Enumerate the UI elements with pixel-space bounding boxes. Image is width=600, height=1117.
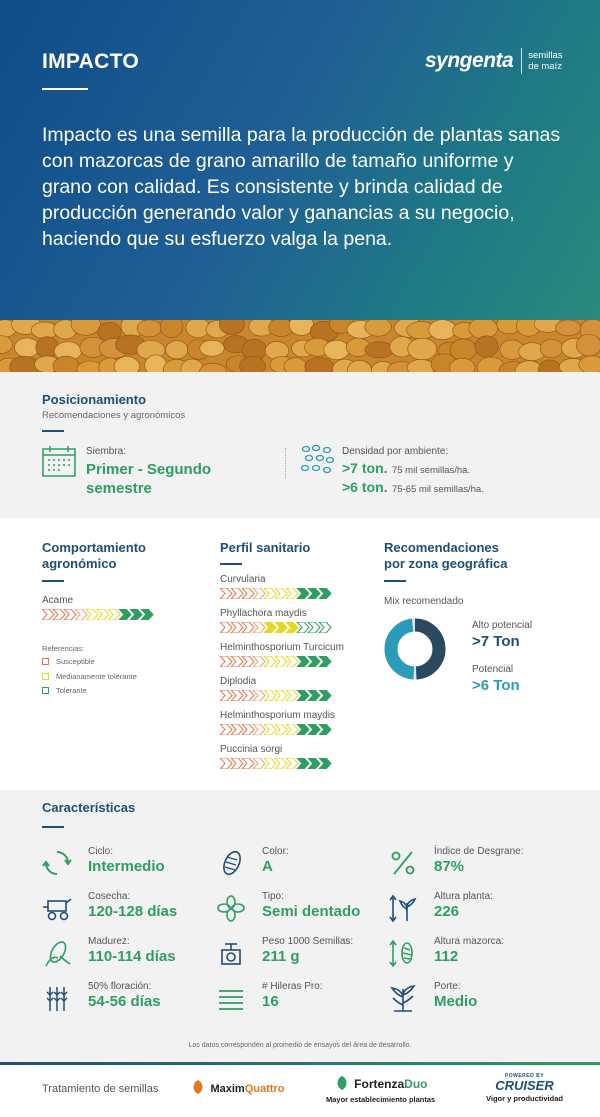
footer: [0, 1065, 600, 1117]
characteristic-item: [388, 936, 558, 976]
rating-chevron: [264, 758, 276, 769]
characteristic-value: 112: [434, 948, 459, 965]
ref-susceptible: [42, 657, 95, 666]
rating-chevron: [319, 622, 331, 633]
susceptible-swatch: [42, 658, 49, 665]
rating-chevron: [319, 588, 331, 599]
title-underline: [42, 88, 88, 90]
rating-chevron: [319, 690, 331, 701]
alto-potencial-label: Alto potencial: [472, 620, 533, 631]
corn-kernel: [538, 360, 561, 372]
rating-chevron: [319, 724, 331, 735]
corn-color-icon: [216, 848, 246, 878]
syngenta-logo: [425, 46, 563, 76]
rating-chevron: [264, 588, 276, 599]
rating-chevron: [308, 690, 320, 701]
corn-kernel: [408, 338, 437, 360]
cruiser-powered-by: POWERED BY: [504, 1073, 545, 1079]
recomendaciones-title: [384, 540, 508, 572]
rating-chevron: [220, 656, 232, 667]
ref-medianamente-label: Medianamente tolerante: [56, 672, 137, 681]
referencias-title: Referencias:: [42, 644, 85, 653]
characteristic-label: 50% floración:: [88, 981, 152, 992]
characteristic-value: 110-114 días: [88, 948, 176, 965]
rating-chevron: [64, 609, 76, 620]
divider: [285, 448, 286, 478]
rating-chevron: [119, 609, 131, 620]
maxim-text: Maxim: [210, 1083, 245, 1095]
characteristic-value: 226: [434, 903, 460, 920]
caracteristicas-section: [0, 790, 600, 1062]
perfil-item-label: Phyllachora maydis: [220, 608, 307, 619]
characteristic-value: A: [262, 858, 273, 875]
cruiser-logo: [486, 1073, 563, 1103]
tratamiento-label: Tratamiento de semillas: [42, 1083, 159, 1095]
rating-chevron: [141, 609, 153, 620]
alto-potencial-value: >7 Ton: [472, 633, 520, 650]
densidad-label: Densidad por ambiente:: [342, 446, 449, 457]
corn-kernel: [429, 320, 457, 340]
rating-chevron: [242, 622, 254, 633]
perfil-item-label: Helminthosporium maydis: [220, 710, 336, 721]
potencial-label: Potencial: [472, 664, 514, 675]
perfil-item-label: Puccinia sorgi: [220, 744, 283, 755]
characteristic-label: Altura planta:: [434, 891, 493, 902]
characteristic-label: # Hileras Pro:: [262, 981, 323, 992]
rating-chevron: [53, 609, 65, 620]
mix-donut-chart: [382, 616, 448, 682]
donut-alto-slice: [415, 625, 439, 673]
characteristic-item: [42, 891, 212, 931]
perfil-item-rating: [220, 656, 340, 667]
characteristic-label: Altura mazorca:: [434, 936, 505, 947]
rating-chevron: [253, 690, 265, 701]
siembra-label: Siembra:: [86, 446, 127, 457]
densidad-row-2: [342, 479, 484, 497]
characteristic-value: Semi dentado: [262, 903, 361, 920]
scale-icon: [216, 938, 246, 968]
siembra-value-line-1: Primer - Segundo: [86, 461, 212, 478]
perfil-item-rating: [220, 622, 340, 633]
corn-kernel: [289, 320, 313, 335]
brand-tag-line-1: semillas: [528, 50, 563, 61]
rating-chevron: [275, 690, 287, 701]
rating-chevron: [275, 622, 287, 633]
rating-chevron: [308, 758, 320, 769]
cruiser-text: CRUISER: [495, 1078, 554, 1093]
rating-chevron: [253, 656, 265, 667]
ear-height-icon: [388, 938, 418, 968]
section-underline: [42, 580, 64, 582]
rating-chevron: [286, 690, 298, 701]
fortenza-duo-logo: [326, 1075, 435, 1104]
characteristic-value: 54-56 días: [88, 993, 161, 1010]
rating-chevron: [253, 588, 265, 599]
rating-chevron: [275, 588, 287, 599]
posicionamiento-title: Posicionamiento: [42, 392, 147, 407]
rating-chevron: [231, 588, 243, 599]
rating-chevron: [242, 690, 254, 701]
brand-tagline: [528, 50, 562, 72]
characteristic-item: [388, 846, 558, 886]
characteristic-label: Cosecha:: [88, 891, 131, 902]
siembra-value-line-2: semestre: [86, 480, 152, 497]
rating-chevron: [130, 609, 142, 620]
rating-chevron: [319, 758, 331, 769]
characteristic-item: [216, 981, 386, 1021]
rating-chevron: [286, 758, 298, 769]
perfil-item-rating: [220, 724, 340, 735]
cycle-icon: [42, 848, 72, 878]
corn-kernel: [114, 356, 139, 372]
characteristic-item: [216, 846, 386, 886]
characteristic-value: 87%: [434, 858, 465, 875]
rating-chevron: [220, 588, 232, 599]
fortenza-tagline: Mayor establecimiento plantas: [326, 1095, 436, 1104]
wheat-icon: [42, 983, 72, 1013]
perfil-item-label: Helminthosporium Turcicum: [220, 642, 344, 653]
rating-chevron: [308, 622, 320, 633]
corn-kernel: [579, 356, 600, 372]
donut-potencial-slice: [391, 625, 414, 673]
corn-kernel: [365, 320, 392, 336]
rating-chevron: [242, 724, 254, 735]
characteristic-label: Tipo:: [262, 891, 284, 902]
maxim-quattro-logo: [190, 1079, 284, 1097]
quattro-text: Quattro: [244, 1083, 285, 1095]
corn-kernel: [305, 357, 334, 372]
tolerante-swatch: [42, 687, 49, 694]
rating-chevron: [86, 609, 98, 620]
brand-tag-line-2: de maíz: [528, 61, 562, 72]
corn-kernel: [475, 336, 498, 358]
seeds-icon: [300, 444, 336, 476]
characteristic-item: [388, 891, 558, 931]
characteristic-item: [42, 981, 212, 1021]
product-description: Impacto es una semilla para la producción de plantas sanas con mazorcas de grano amarillo de tamaño uniforme y grano con calidad. Es consistente y brinda calidad de producción generando valor y ganancias a su negocio, haciendo que su esfuerzo valga la pena.: [42, 124, 561, 250]
recomendaciones-title-line-1: Recomendaciones: [384, 540, 499, 555]
page-title: IMPACTO: [42, 50, 139, 73]
characteristic-value: 120-128 días: [88, 903, 178, 920]
characteristic-item: [216, 936, 386, 976]
characteristic-label: Peso 1000 Semillas:: [262, 936, 354, 947]
corn-kernel: [200, 363, 227, 372]
hero-banner: [0, 0, 600, 320]
rating-chevron: [75, 609, 87, 620]
rating-chevron: [264, 656, 276, 667]
posicionamiento-subtitle: Recomendaciones y agronómicos: [42, 410, 186, 421]
densidad-1-value: >7 ton.: [342, 460, 388, 476]
percent-icon: [388, 848, 418, 878]
corn-kernels-image: [0, 320, 600, 372]
rating-chevron: [108, 609, 120, 620]
characteristic-value: 16: [262, 993, 279, 1010]
characteristic-item: [216, 891, 386, 931]
perfil-item-label: Diplodia: [220, 676, 257, 687]
rating-chevron: [286, 724, 298, 735]
rating-chevron: [297, 690, 309, 701]
characteristic-label: Color:: [262, 846, 289, 857]
corn-kernel: [324, 340, 350, 359]
characteristic-value: Intermedio: [88, 858, 165, 875]
section-underline: [42, 430, 64, 432]
rating-chevron: [242, 656, 254, 667]
rating-chevron: [253, 622, 265, 633]
rating-chevron: [275, 656, 287, 667]
rating-chevron: [231, 690, 243, 701]
comportamiento-title-line-1: Comportamiento: [42, 540, 146, 555]
ref-tolerante-label: Tolerante: [56, 686, 87, 695]
harvester-icon: [42, 893, 72, 923]
rating-chevron: [308, 724, 320, 735]
characteristic-label: Ciclo:: [88, 846, 114, 857]
densidad-2-value: >6 ton.: [342, 479, 388, 495]
rating-chevron: [231, 758, 243, 769]
densidad-2-detail: 75-65 mil semillas/ha.: [391, 484, 484, 495]
rating-chevron: [286, 588, 298, 599]
corn-kernel: [166, 341, 188, 359]
perfil-item-rating: [220, 690, 340, 701]
caracteristicas-title: Características: [42, 800, 136, 815]
densidad-row-1: [342, 460, 470, 478]
brand-divider: [521, 48, 522, 74]
rating-chevron: [220, 622, 232, 633]
acame-label: Acame: [42, 595, 74, 606]
section-underline: [384, 580, 406, 582]
rows-icon: [216, 983, 246, 1013]
fortenza-text: Fortenza: [354, 1077, 405, 1091]
corn-kernel: [365, 342, 394, 358]
perfil-item-rating: [220, 758, 340, 769]
rating-chevron: [253, 758, 265, 769]
plant-icon: [388, 983, 418, 1013]
acame-rating: [42, 609, 162, 620]
characteristic-item: [42, 936, 212, 976]
potencial-value: >6 Ton: [472, 677, 520, 694]
rating-chevron: [231, 656, 243, 667]
characteristic-label: Madurez:: [88, 936, 130, 947]
rating-chevron: [231, 622, 243, 633]
corn-kernel: [137, 320, 162, 337]
ref-susceptible-label: Susceptible: [56, 657, 95, 666]
posicionamiento-section: [0, 372, 600, 518]
rating-chevron: [275, 724, 287, 735]
mix-label: Mix recomendado: [384, 596, 464, 607]
rating-chevron: [297, 656, 309, 667]
corn-kernel: [160, 320, 183, 338]
corn-kernel: [200, 340, 225, 356]
rating-chevron: [308, 588, 320, 599]
characteristic-label: Porte:: [434, 981, 461, 992]
brand-name: syngenta: [425, 49, 514, 72]
corn-kernel: [540, 339, 563, 357]
medianamente-swatch: [42, 673, 49, 680]
rating-chevron: [297, 622, 309, 633]
corn-kernel: [0, 336, 13, 354]
characteristic-value: Medio: [434, 993, 478, 1010]
rating-chevron: [231, 724, 243, 735]
corn-kernel: [555, 320, 580, 336]
duo-text: Duo: [404, 1077, 428, 1091]
siembra-value: [86, 460, 211, 498]
kernel-type-icon: [216, 893, 246, 923]
densidad-1-detail: 75 mil semillas/ha.: [391, 465, 471, 476]
rating-chevron: [97, 609, 109, 620]
section-underline: [42, 826, 64, 828]
corn-kernel: [407, 359, 435, 372]
rating-chevron: [220, 758, 232, 769]
rating-chevron: [242, 588, 254, 599]
rating-chevron: [253, 724, 265, 735]
rating-chevron: [297, 724, 309, 735]
rating-chevron: [42, 609, 54, 620]
rating-chevron: [319, 656, 331, 667]
rating-chevron: [275, 758, 287, 769]
data-note: Los datos corresponden al promedio de ensayos del área de desarrollo.: [188, 1042, 412, 1049]
comportamiento-title-line-2: agronómico: [42, 556, 117, 571]
rating-chevron: [220, 724, 232, 735]
rating-chevron: [297, 588, 309, 599]
rating-chevron: [242, 758, 254, 769]
rating-chevron: [297, 758, 309, 769]
characteristic-item: [388, 981, 558, 1021]
corn-kernel: [98, 322, 122, 341]
corn-cob-icon: [42, 938, 72, 968]
fortenza-leaf-icon: [334, 1075, 350, 1091]
rating-chevron: [264, 724, 276, 735]
section-underline: [220, 563, 242, 565]
perfil-title: Perfil sanitario: [220, 540, 311, 555]
corn-kernel: [576, 334, 600, 356]
ref-medianamente: [42, 672, 137, 681]
maxim-leaf-icon: [190, 1079, 206, 1095]
characteristic-item: [42, 846, 212, 886]
comportamiento-title: [42, 540, 146, 572]
rating-chevron: [286, 656, 298, 667]
plant-height-icon: [388, 893, 418, 923]
characteristic-label: Índice de Desgrane:: [434, 846, 524, 857]
rating-chevron: [264, 690, 276, 701]
recomendaciones-title-line-2: por zona geográfica: [384, 556, 508, 571]
ref-tolerante: [42, 686, 87, 695]
rating-chevron: [220, 690, 232, 701]
characteristic-value: 211 g: [262, 948, 300, 965]
perfil-item-rating: [220, 588, 340, 599]
rating-chevron: [286, 622, 298, 633]
perfil-item-label: Curvularia: [220, 574, 266, 585]
cruiser-tagline: Vigor y productividad: [486, 1094, 563, 1103]
profile-section: [0, 518, 600, 790]
rating-chevron: [264, 622, 276, 633]
rating-chevron: [308, 656, 320, 667]
calendar-icon: [42, 445, 76, 477]
